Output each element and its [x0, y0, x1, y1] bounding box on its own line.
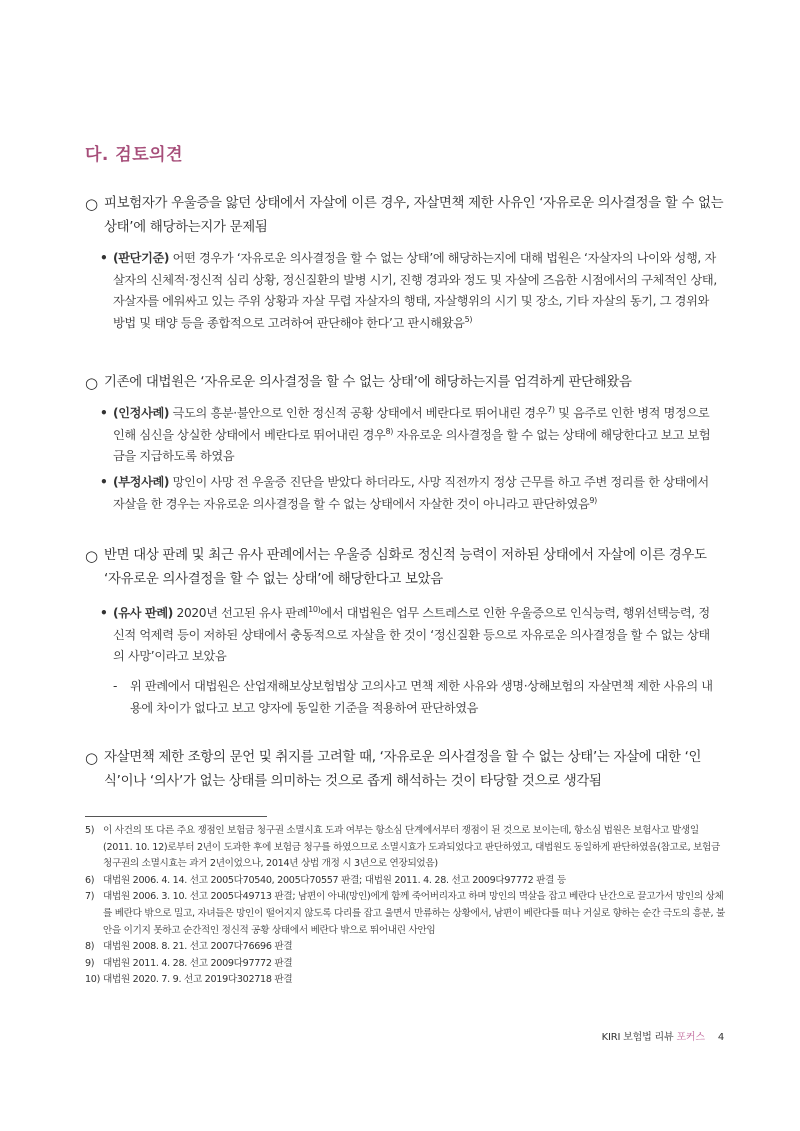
journal-name: KIRI 보험법 리뷰	[601, 1032, 674, 1043]
footnote-text: 대법원 2006. 3. 10. 선고 2005다49713 판결; 남편이 아내(망인)에게 함께 죽어버리자고 하며 망인의 멱살을 잡고 베란다 난간으로 끌고가서 망인의 상체를 베란다 밖으로 밀고, 자녀들은 망인이 떨어지지 않도록 다리를 잡고 울면서 만류하는 상황에서, 남편이 베란다를 떠나 거실로 향하는 순간 극도의 흥분, 불안을 이기지 못하고 순간적인 정신적 공황 상태에서 베란다 밖으로 뛰어내린 사안임	[103, 891, 725, 936]
footnote-ref: 10)	[308, 604, 321, 614]
footnote-7	[85, 889, 725, 939]
review-paragraph-3	[85, 544, 725, 592]
paragraph-text: 피보험자가 우울증을 앓던 상태에서 자살에 이른 경우, 자살면책 제한 사유인 ‘자유로운 의사결정을 할 수 없는 상태’에 해당하는지가 문제됨	[104, 196, 724, 235]
footnote-number: 8)	[85, 941, 95, 953]
footnote-ref: 8)	[385, 426, 393, 436]
section-heading: 다. 검토의견	[85, 145, 183, 165]
review-paragraph-1	[85, 192, 725, 240]
footnote-number: 10)	[85, 974, 101, 986]
paragraph-text: 기존에 대법원은 ‘자유로운 의사결정을 할 수 없는 상태’에 해당하는지를 엄격하게 판단해왔음	[104, 375, 632, 390]
footnote-text: 이 사건의 또 다른 주요 쟁점인 보험금 청구권 소멸시효 도과 여부는 항소심 단계에서부터 쟁점이 된 것으로 보이는데, 항소심 법원은 보험사고 발생일(2011. 10. 12)로부터 2년이 도과한 후에 보험금 청구를 하였으므로 소멸시효가 도과되었다고 판단하였고, 대법원도 동일하게 판단하였음(참고로, 보험금 청구권의 소멸시효는 과거 2년이었으나, 2014년 상법 개정 시 3년으로 연장되었음)	[103, 825, 720, 870]
footnote-number: 6)	[85, 874, 95, 886]
bullet-text: 망인이 사망 전 우울증 진단을 받았다 하더라도, 사망 직전까지 정상 근무를 하고 주변 정리를 한 상태에서 자살을 한 경우는 자유로운 의사결정을 할 수 없는 상태에서 자살한 것이 아니라고 판단하였음	[113, 475, 709, 511]
footnote-number: 7)	[85, 891, 95, 903]
bullet-similar-precedent: • (유사 판례) 2020년 선고된 유사 판례$^{10)}$에서 대법원은 업무 스트레스로 인한 우울증으로 인식능력, 행위선택능력, 정신적 억제력 등이 저하된 상태에서 충동적으로 자살을 한 것이 ‘정신질환 등으로 자유로운 의사결정을 할 수 없는 상태의 사망’이라고 보았음	[100, 604, 710, 663]
footnote-text: 대법원 2011. 4. 28. 선고 2009다97772 판결	[103, 957, 293, 969]
circle-bullet-icon: ○	[85, 195, 98, 213]
dash-bullet-icon: -	[113, 679, 118, 693]
circle-bullet-icon: ○	[85, 749, 98, 767]
bullet-judgment-criteria	[100, 248, 720, 334]
section-name: 포커스	[676, 1032, 705, 1043]
dot-bullet-icon: •	[100, 606, 108, 620]
footnote-10	[85, 972, 725, 989]
paragraph-text: 자살면책 제한 조항의 문언 및 취지를 고려할 때, ‘자유로운 의사결정을 할 수 없는 상태’는 자살에 대한 ‘인식’이나 ‘의사’가 없는 상태를 의미하는 것으로 좁게 해석하는 것이 타당할 것으로 생각됨	[104, 750, 702, 789]
bullet-label: (인정사례)	[113, 406, 170, 420]
footnote-ref: 5)	[464, 314, 473, 324]
dot-bullet-icon: •	[100, 475, 108, 489]
footnote-ref: 9)	[589, 495, 597, 505]
bullet-label: (유사 판례)	[113, 606, 174, 620]
footnote-number: 5)	[85, 825, 95, 836]
footnote-9	[85, 956, 725, 973]
bullet-accepted-cases: • (인정사례) 극도의 흥분·불안으로 인한 정신적 공황 상태에서 베란다로 뛰어내린 경우$^{7)}$ 및 음주로 인한 병적 명정으로 인해 심신을 상실한 상태에서 베란다로 뛰어내린 경우$^{8)}$ 자유로운 의사결정을 할 수 없는 상태에 해당한다고 보고 보험금을 지급하도록 하였음	[100, 404, 711, 463]
footnote-5	[85, 823, 725, 873]
bullet-text: 어떤 경우가 ‘자유로운 의사결정을 할 수 없는 상태’에 해당하는지에 대해 법원은 ‘자살자의 나이와 성행, 자살자의 신체적·정신적 심리 상황, 정신질환의 발병 시기, 진행 경과와 정도 및 자살에 즈음한 시점에서의 구체적인 상태, 자살자를 에워싸고 있는 주위 상황과 자살 무렵 자살자의 행태, 자살행위의 시기 및 장소, 기타 자살의 동기, 그 경위와 방법 및 태양 등을 종합적으로 고려하여 판단해야 한다’고 판시해왔음	[113, 251, 717, 330]
footnote-divider	[85, 816, 267, 817]
footnotes	[85, 823, 725, 989]
footnote-8	[85, 939, 725, 956]
paragraph-text: 반면 대상 판례 및 최근 유사 판례에서는 우울증 심화로 정신적 능력이 저하된 상태에서 자살에 이른 경우도 ‘자유로운 의사결정을 할 수 없는 상태’에 해당한다고 보았음	[104, 548, 707, 587]
bullet-label: (판단기준)	[113, 251, 170, 265]
footnote-number: 9)	[85, 957, 95, 969]
footnote-text: 대법원 2006. 4. 14. 선고 2005다70540, 2005다70557 판결; 대법원 2011. 4. 28. 선고 2009다97772 판결 등	[103, 874, 566, 886]
footnote-6	[85, 873, 725, 890]
dot-bullet-icon: •	[100, 251, 108, 265]
review-paragraph-2	[85, 371, 725, 395]
bullet-rejected-cases	[100, 472, 720, 515]
footnote-text: 대법원 2008. 8. 21. 선고 2007다76696 판결	[103, 941, 293, 953]
footnote-text: 대법원 2020. 7. 9. 선고 2019다302718 판결	[103, 974, 293, 986]
review-paragraph-4	[85, 746, 725, 794]
circle-bullet-icon: ○	[85, 374, 98, 392]
footnote-ref: 7)	[547, 404, 555, 414]
dash-sub-item	[113, 676, 723, 719]
page-footer	[602, 1028, 724, 1043]
dash-text: 위 판례에서 대법원은 산업재해보상보험법상 고의사고 면책 제한 사유와 생명·상해보험의 자살면책 제한 사유의 내용에 차이가 없다고 보고 양자에 동일한 기준을 적용하여 판단하였음	[130, 679, 713, 715]
circle-bullet-icon: ○	[85, 547, 98, 565]
dot-bullet-icon: •	[100, 406, 108, 420]
bullet-label: (부정사례)	[113, 475, 170, 489]
page-number: 4	[717, 1032, 724, 1043]
